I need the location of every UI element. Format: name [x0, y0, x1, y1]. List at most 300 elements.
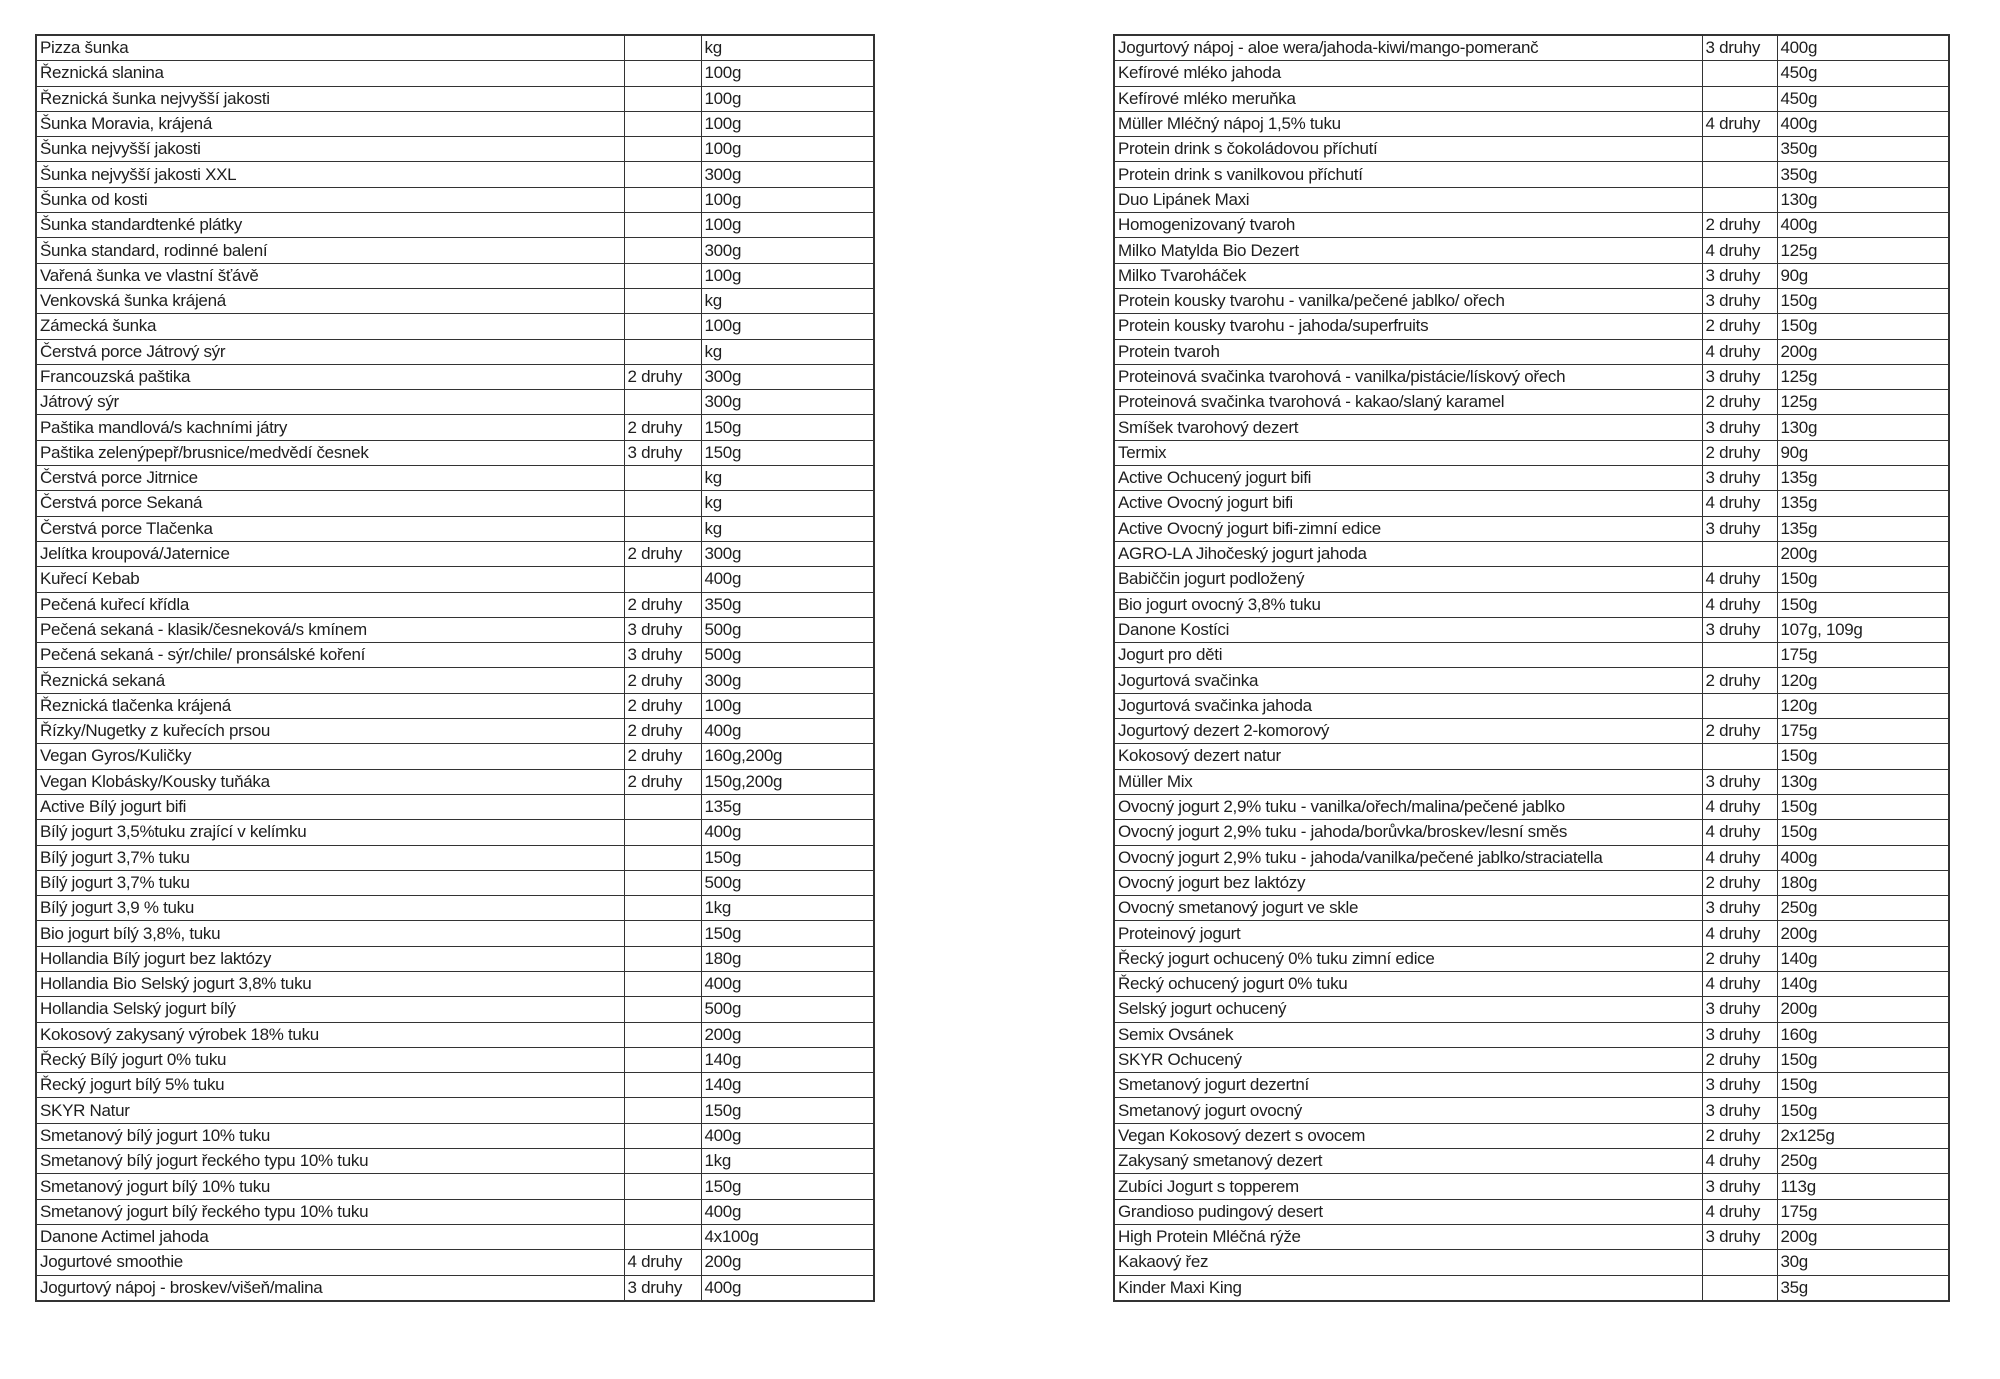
variants-cell [624, 162, 701, 187]
product-name-cell: SKYR Natur [36, 1098, 624, 1123]
product-name-cell: Hollandia Bio Selský jogurt 3,8% tuku [36, 971, 624, 996]
table-row [36, 1022, 874, 1047]
product-name-cell: Zubíci Jogurt s topperem [1114, 1174, 1702, 1199]
variants-cell: 2 druhy [1702, 719, 1777, 744]
weight-cell: 100g [701, 213, 874, 238]
table-row [1114, 1174, 1949, 1199]
variants-cell: 2 druhy [624, 668, 701, 693]
table-row [1114, 719, 1949, 744]
table-row [36, 35, 874, 61]
table-row [1114, 896, 1949, 921]
variants-cell: 4 druhy [1702, 592, 1777, 617]
variants-cell [624, 567, 701, 592]
product-name-cell: Čerstvá porce Sekaná [36, 491, 624, 516]
product-name-cell: Milko Tvaroháček [1114, 263, 1702, 288]
weight-cell: 350g [1777, 137, 1949, 162]
table-row [36, 946, 874, 971]
weight-cell: 400g [701, 1123, 874, 1148]
product-name-cell: Grandioso pudingový desert [1114, 1199, 1702, 1224]
variants-cell: 2 druhy [624, 719, 701, 744]
table-row [36, 719, 874, 744]
variants-cell [1702, 86, 1777, 111]
variants-cell: 2 druhy [1702, 668, 1777, 693]
variants-cell: 4 druhy [1702, 921, 1777, 946]
weight-cell: 150g [1777, 1073, 1949, 1098]
table-row [36, 339, 874, 364]
weight-cell: 100g [701, 314, 874, 339]
weight-cell: 500g [701, 643, 874, 668]
product-name-cell: Smíšek tvarohový dezert [1114, 415, 1702, 440]
variants-cell: 4 druhy [1702, 794, 1777, 819]
variants-cell [624, 314, 701, 339]
table-row [1114, 541, 1949, 566]
product-name-cell: Vegan Gyros/Kuličky [36, 744, 624, 769]
product-name-cell: Pečená sekaná - sýr/chile/ pronsálské koření [36, 643, 624, 668]
variants-cell: 3 druhy [1702, 364, 1777, 389]
table-row [36, 1224, 874, 1249]
variants-cell: 3 druhy [624, 1275, 701, 1301]
weight-cell: 400g [1777, 35, 1949, 61]
table-row [1114, 111, 1949, 136]
product-name-cell: Řeznická sekaná [36, 668, 624, 693]
weight-cell: 350g [1777, 162, 1949, 187]
table-row [1114, 769, 1949, 794]
table-row [1114, 744, 1949, 769]
weight-cell: 350g [701, 592, 874, 617]
variants-cell: 3 druhy [1702, 617, 1777, 642]
variants-cell: 3 druhy [624, 440, 701, 465]
product-name-cell: Játrový sýr [36, 390, 624, 415]
variants-cell [624, 1149, 701, 1174]
variants-cell: 4 druhy [1702, 491, 1777, 516]
table-row [36, 263, 874, 288]
product-name-cell: Semix Ovsánek [1114, 1022, 1702, 1047]
weight-cell: kg [701, 288, 874, 313]
product-name-cell: Termix [1114, 440, 1702, 465]
product-table-left [35, 34, 875, 1302]
table-row [36, 1250, 874, 1275]
table-row [1114, 314, 1949, 339]
variants-cell: 4 druhy [1702, 238, 1777, 263]
product-name-cell: Ovocný jogurt bez laktózy [1114, 870, 1702, 895]
variants-cell [624, 794, 701, 819]
weight-cell: 400g [1777, 213, 1949, 238]
variants-cell: 2 druhy [1702, 213, 1777, 238]
product-name-cell: SKYR Ochucený [1114, 1047, 1702, 1072]
weight-cell: 2x125g [1777, 1123, 1949, 1148]
weight-cell: 140g [701, 1073, 874, 1098]
weight-cell: 250g [1777, 1149, 1949, 1174]
variants-cell: 3 druhy [1702, 1224, 1777, 1249]
product-name-cell: Řeznická tlačenka krájená [36, 693, 624, 718]
product-name-cell: Proteinová svačinka tvarohová - kakao/slaný karamel [1114, 390, 1702, 415]
weight-cell: 200g [1777, 541, 1949, 566]
weight-cell: kg [701, 516, 874, 541]
product-name-cell: Pečená kuřecí křídla [36, 592, 624, 617]
table-row [1114, 921, 1949, 946]
product-name-cell: Milko Matylda Bio Dezert [1114, 238, 1702, 263]
variants-cell: 3 druhy [1702, 288, 1777, 313]
product-name-cell: Jogurtový nápoj - aloe wera/jahoda-kiwi/mango-pomeranč [1114, 35, 1702, 61]
variants-cell: 4 druhy [1702, 845, 1777, 870]
weight-cell: 400g [701, 1275, 874, 1301]
weight-cell: 107g, 109g [1777, 617, 1949, 642]
table-row [36, 744, 874, 769]
product-name-cell: High Protein Mléčná rýže [1114, 1224, 1702, 1249]
variants-cell [1702, 162, 1777, 187]
weight-cell: 400g [1777, 845, 1949, 870]
weight-cell: 150g [1777, 744, 1949, 769]
table-row [1114, 567, 1949, 592]
product-name-cell: Protein drink s čokoládovou příchutí [1114, 137, 1702, 162]
product-name-cell: Active Ovocný jogurt bifi [1114, 491, 1702, 516]
product-name-cell: Ovocný smetanový jogurt ve skle [1114, 896, 1702, 921]
product-name-cell: Homogenizovaný tvaroh [1114, 213, 1702, 238]
weight-cell: 250g [1777, 896, 1949, 921]
product-name-cell: Selský jogurt ochucený [1114, 997, 1702, 1022]
table-row [1114, 845, 1949, 870]
product-name-cell: AGRO-LA Jihočeský jogurt jahoda [1114, 541, 1702, 566]
product-name-cell: Bílý jogurt 3,5%tuku zrající v kelímku [36, 820, 624, 845]
table-row [36, 820, 874, 845]
weight-cell: 450g [1777, 86, 1949, 111]
weight-cell: 100g [701, 187, 874, 212]
table-row [1114, 997, 1949, 1022]
product-name-cell: Řízky/Nugetky z kuřecích prsou [36, 719, 624, 744]
product-name-cell: Bílý jogurt 3,9 % tuku [36, 896, 624, 921]
table-row [36, 693, 874, 718]
weight-cell: 150g [1777, 820, 1949, 845]
product-name-cell: Řeznická šunka nejvyšší jakosti [36, 86, 624, 111]
product-name-cell: Francouzská paštika [36, 364, 624, 389]
variants-cell: 2 druhy [1702, 1047, 1777, 1072]
product-name-cell: Kakaový řez [1114, 1250, 1702, 1275]
table-row [36, 1073, 874, 1098]
variants-cell: 3 druhy [1702, 466, 1777, 491]
table-row [1114, 1123, 1949, 1148]
product-name-cell: Kinder Maxi King [1114, 1275, 1702, 1301]
weight-cell: 125g [1777, 390, 1949, 415]
weight-cell: 130g [1777, 415, 1949, 440]
weight-cell: 100g [701, 61, 874, 86]
table-row [36, 896, 874, 921]
variants-cell [624, 1199, 701, 1224]
weight-cell: 150g [1777, 1047, 1949, 1072]
product-name-cell: Kokosový zakysaný výrobek 18% tuku [36, 1022, 624, 1047]
table-row [1114, 643, 1949, 668]
product-name-cell: Active Ochucený jogurt bifi [1114, 466, 1702, 491]
variants-cell [624, 187, 701, 212]
table-row [1114, 946, 1949, 971]
weight-cell: 130g [1777, 187, 1949, 212]
weight-cell: 400g [701, 719, 874, 744]
table-row [36, 390, 874, 415]
weight-cell: 150g [1777, 592, 1949, 617]
variants-cell [624, 921, 701, 946]
weight-cell: 100g [701, 137, 874, 162]
variants-cell: 3 druhy [1702, 516, 1777, 541]
product-name-cell: Čerstvá porce Jitrnice [36, 466, 624, 491]
variants-cell: 2 druhy [1702, 1123, 1777, 1148]
weight-cell: 100g [701, 86, 874, 111]
product-name-cell: Zámecká šunka [36, 314, 624, 339]
product-name-cell: Duo Lipánek Maxi [1114, 187, 1702, 212]
weight-cell: 140g [1777, 971, 1949, 996]
table-row [36, 1098, 874, 1123]
table-row [36, 1047, 874, 1072]
product-name-cell: Protein kousky tvarohu - vanilka/pečené jablko/ ořech [1114, 288, 1702, 313]
product-name-cell: Smetanový bílý jogurt 10% tuku [36, 1123, 624, 1148]
table-row [36, 187, 874, 212]
weight-cell: 113g [1777, 1174, 1949, 1199]
weight-cell: 4x100g [701, 1224, 874, 1249]
product-name-cell: Jogurtový nápoj - broskev/višeň/malina [36, 1275, 624, 1301]
weight-cell: 400g [1777, 111, 1949, 136]
table-row [36, 541, 874, 566]
variants-cell [1702, 187, 1777, 212]
weight-cell: 200g [701, 1250, 874, 1275]
table-row [1114, 364, 1949, 389]
variants-cell [1702, 1275, 1777, 1301]
table-row [1114, 668, 1949, 693]
weight-cell: 1kg [701, 896, 874, 921]
product-name-cell: Ovocný jogurt 2,9% tuku - jahoda/vanilka/pečené jablko/straciatella [1114, 845, 1702, 870]
variants-cell [624, 946, 701, 971]
weight-cell: 200g [1777, 339, 1949, 364]
table-row [1114, 137, 1949, 162]
variants-cell [624, 35, 701, 61]
variants-cell: 4 druhy [1702, 567, 1777, 592]
table-row [1114, 61, 1949, 86]
variants-cell [624, 845, 701, 870]
weight-cell: 500g [701, 617, 874, 642]
table-row [1114, 1224, 1949, 1249]
variants-cell: 2 druhy [624, 592, 701, 617]
product-name-cell: Šunka Moravia, krájená [36, 111, 624, 136]
product-name-cell: Jogurt pro děti [1114, 643, 1702, 668]
weight-cell: 135g [1777, 491, 1949, 516]
weight-cell: 150g [701, 1174, 874, 1199]
weight-cell: 180g [701, 946, 874, 971]
weight-cell: 150g [701, 845, 874, 870]
product-name-cell: Řecký Bílý jogurt 0% tuku [36, 1047, 624, 1072]
product-name-cell: Bílý jogurt 3,7% tuku [36, 845, 624, 870]
weight-cell: 200g [1777, 921, 1949, 946]
variants-cell [624, 1022, 701, 1047]
weight-cell: 150g [701, 415, 874, 440]
table-row [1114, 415, 1949, 440]
product-name-cell: Smetanový jogurt bílý řeckého typu 10% tuku [36, 1199, 624, 1224]
product-name-cell: Bílý jogurt 3,7% tuku [36, 870, 624, 895]
variants-cell [624, 86, 701, 111]
variants-cell: 3 druhy [1702, 415, 1777, 440]
table-row [1114, 263, 1949, 288]
table-row [1114, 238, 1949, 263]
product-name-cell: Active Ovocný jogurt bifi-zimní edice [1114, 516, 1702, 541]
product-name-cell: Venkovská šunka krájená [36, 288, 624, 313]
variants-cell: 3 druhy [1702, 1098, 1777, 1123]
table-row [36, 415, 874, 440]
weight-cell: 140g [701, 1047, 874, 1072]
weight-cell: 150g [701, 921, 874, 946]
product-table-left-body [36, 35, 874, 1301]
table-row [1114, 466, 1949, 491]
weight-cell: 400g [701, 971, 874, 996]
product-name-cell: Protein tvaroh [1114, 339, 1702, 364]
product-name-cell: Hollandia Selský jogurt bílý [36, 997, 624, 1022]
table-row [36, 971, 874, 996]
weight-cell: 200g [1777, 997, 1949, 1022]
weight-cell: 135g [1777, 516, 1949, 541]
table-row [36, 997, 874, 1022]
weight-cell: 150g [701, 1098, 874, 1123]
table-row [1114, 693, 1949, 718]
variants-cell [624, 213, 701, 238]
variants-cell [624, 1047, 701, 1072]
weight-cell: 120g [1777, 693, 1949, 718]
weight-cell: 150g [1777, 314, 1949, 339]
table-row [36, 364, 874, 389]
weight-cell: 120g [1777, 668, 1949, 693]
weight-cell: kg [701, 339, 874, 364]
product-name-cell: Šunka nejvyšší jakosti [36, 137, 624, 162]
table-row [1114, 1275, 1949, 1301]
product-name-cell: Pizza šunka [36, 35, 624, 61]
product-name-cell: Bio jogurt ovocný 3,8% tuku [1114, 592, 1702, 617]
product-table-right-body [1114, 35, 1949, 1301]
weight-cell: 450g [1777, 61, 1949, 86]
product-name-cell: Protein kousky tvarohu - jahoda/superfruits [1114, 314, 1702, 339]
variants-cell: 4 druhy [1702, 339, 1777, 364]
variants-cell [1702, 541, 1777, 566]
table-row [36, 643, 874, 668]
table-row [1114, 592, 1949, 617]
weight-cell: 150g [701, 440, 874, 465]
product-name-cell: Kefírové mléko meruňka [1114, 86, 1702, 111]
weight-cell: 175g [1777, 719, 1949, 744]
table-row [1114, 1250, 1949, 1275]
weight-cell: 300g [701, 541, 874, 566]
table-row [1114, 35, 1949, 61]
variants-cell [624, 137, 701, 162]
variants-cell: 3 druhy [1702, 896, 1777, 921]
variants-cell: 3 druhy [1702, 1022, 1777, 1047]
product-name-cell: Jogurtová svačinka [1114, 668, 1702, 693]
variants-cell: 4 druhy [1702, 1149, 1777, 1174]
table-row [1114, 1073, 1949, 1098]
weight-cell: 100g [701, 111, 874, 136]
product-name-cell: Kuřecí Kebab [36, 567, 624, 592]
product-name-cell: Řecký ochucený jogurt 0% tuku [1114, 971, 1702, 996]
product-name-cell: Šunka standard, rodinné balení [36, 238, 624, 263]
weight-cell: 150g [1777, 1098, 1949, 1123]
table-row [1114, 339, 1949, 364]
variants-cell: 2 druhy [1702, 946, 1777, 971]
variants-cell: 2 druhy [1702, 440, 1777, 465]
weight-cell: kg [701, 466, 874, 491]
variants-cell: 3 druhy [1702, 263, 1777, 288]
variants-cell [624, 61, 701, 86]
table-row [36, 162, 874, 187]
variants-cell: 2 druhy [1702, 870, 1777, 895]
product-name-cell: Čerstvá porce Játrový sýr [36, 339, 624, 364]
variants-cell [1702, 1250, 1777, 1275]
product-name-cell: Smetanový jogurt dezertní [1114, 1073, 1702, 1098]
product-table-right [1113, 34, 1950, 1302]
variants-cell [624, 1098, 701, 1123]
variants-cell: 2 druhy [624, 541, 701, 566]
table-row [1114, 213, 1949, 238]
variants-cell: 4 druhy [1702, 820, 1777, 845]
weight-cell: 35g [1777, 1275, 1949, 1301]
variants-cell: 2 druhy [624, 364, 701, 389]
variants-cell [1702, 643, 1777, 668]
variants-cell [624, 997, 701, 1022]
table-row [36, 668, 874, 693]
table-row [36, 314, 874, 339]
table-row [1114, 617, 1949, 642]
variants-cell [1702, 137, 1777, 162]
table-row [1114, 1098, 1949, 1123]
variants-cell [624, 1073, 701, 1098]
variants-cell [624, 466, 701, 491]
product-name-cell: Active Bílý jogurt bifi [36, 794, 624, 819]
product-name-cell: Šunka nejvyšší jakosti XXL [36, 162, 624, 187]
table-row [36, 516, 874, 541]
table-row [1114, 86, 1949, 111]
table-row [1114, 1149, 1949, 1174]
weight-cell: 200g [701, 1022, 874, 1047]
table-row [1114, 870, 1949, 895]
product-name-cell: Ovocný jogurt 2,9% tuku - jahoda/borůvka/broskev/lesní směs [1114, 820, 1702, 845]
table-row [36, 567, 874, 592]
table-row [1114, 390, 1949, 415]
table-row [36, 1199, 874, 1224]
weight-cell: 150g,200g [701, 769, 874, 794]
product-name-cell: Jogurtová svačinka jahoda [1114, 693, 1702, 718]
weight-cell: 160g,200g [701, 744, 874, 769]
table-row [36, 1149, 874, 1174]
table-row [1114, 1199, 1949, 1224]
variants-cell [624, 238, 701, 263]
variants-cell [624, 390, 701, 415]
weight-cell: 100g [701, 693, 874, 718]
table-row [36, 1174, 874, 1199]
weight-cell: 400g [701, 567, 874, 592]
product-name-cell: Pečená sekaná - klasik/česneková/s kmínem [36, 617, 624, 642]
product-name-cell: Vařená šunka ve vlastní šťávě [36, 263, 624, 288]
table-row [1114, 162, 1949, 187]
table-row [36, 921, 874, 946]
weight-cell: 135g [701, 794, 874, 819]
weight-cell: kg [701, 491, 874, 516]
product-name-cell: Danone Actimel jahoda [36, 1224, 624, 1249]
weight-cell: 300g [701, 364, 874, 389]
variants-cell: 4 druhy [1702, 1199, 1777, 1224]
table-row [1114, 288, 1949, 313]
weight-cell: 90g [1777, 440, 1949, 465]
table-row [36, 86, 874, 111]
table-row [36, 137, 874, 162]
product-name-cell: Ovocný jogurt 2,9% tuku - vanilka/ořech/malina/pečené jablko [1114, 794, 1702, 819]
table-row [36, 466, 874, 491]
table-row [1114, 187, 1949, 212]
table-row [1114, 820, 1949, 845]
variants-cell [624, 263, 701, 288]
table-row [1114, 971, 1949, 996]
product-name-cell: Paštika zelenýpepř/brusnice/medvědí česnek [36, 440, 624, 465]
product-name-cell: Smetanový jogurt bílý 10% tuku [36, 1174, 624, 1199]
